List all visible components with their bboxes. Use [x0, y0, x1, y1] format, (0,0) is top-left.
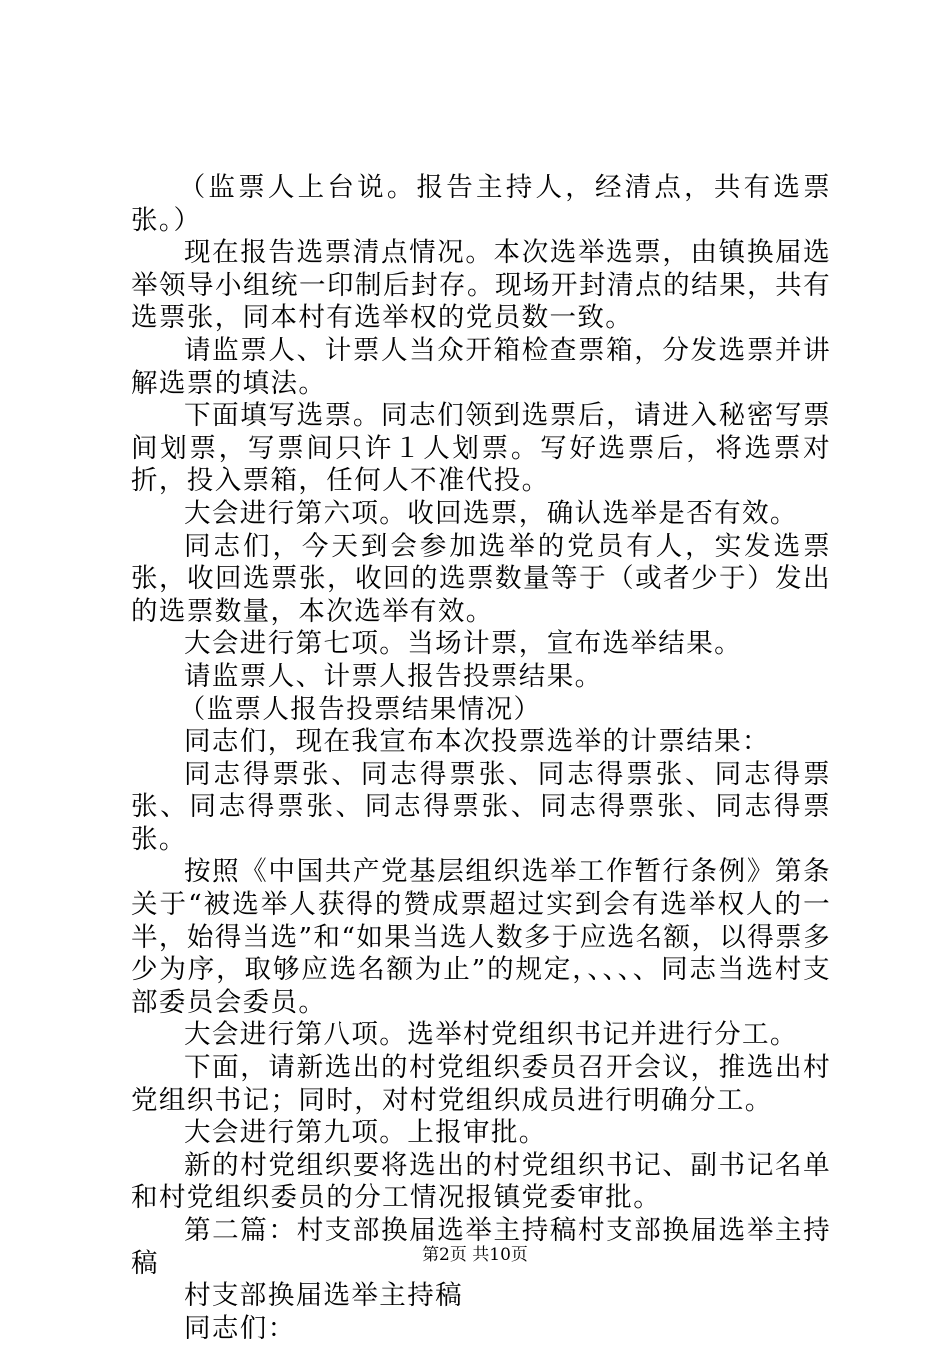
- document-body: [131, 172, 831, 1345]
- section-subtitle: 村支部换届选举主持稿: [184, 1280, 463, 1312]
- paragraph: （监票人报告投票结果情况）: [178, 693, 542, 725]
- paragraph: 按照《中国共产党基层组织选举工作暂行条例》第条关于“被选举人获得的赞成票超过实到会有选举权人的一半，始得当选”和“如果当选人数多于应选名额，以得票多少为序，取够应选名额为止”的规定，、、、、同志当选村支部委员会委员。: [131, 856, 831, 1018]
- section-heading: 第二篇：村支部换届选举主持稿村支部换届选举主持稿: [131, 1215, 831, 1279]
- paragraph: 请监票人、计票人当众开箱检查票箱，分发选票并讲解选票的填法。: [131, 334, 831, 399]
- paragraph: 同志得票张、同志得票张、同志得票张、同志得票张、同志得票张、同志得票张、同志得票张、同志得票张。: [131, 758, 831, 855]
- page-number: 第2页 共10页: [422, 1245, 528, 1265]
- paragraph: 大会进行第八项。选举村党组织书记并进行分工。: [184, 1019, 798, 1051]
- paragraph: 新的村党组织要将选出的村党组织书记、副书记名单和村党组织委员的分工情况报镇党委审批。: [131, 1149, 831, 1214]
- paragraph: 大会进行第七项。当场计票，宣布选举结果。: [184, 628, 742, 660]
- paragraph: 下面填写选票。同志们领到选票后，请进入秘密写票间划票，写票间只许１人划票。写好选票后，将选票对折，投入票箱，任何人不准代投。: [131, 400, 831, 497]
- paragraph: 下面，请新选出的村党组织委员召开会议，推选出村党组织书记；同时，对村党组织成员进行明确分工。: [131, 1052, 831, 1116]
- paragraph: 大会进行第六项。收回选票，确认选举是否有效。: [184, 497, 798, 529]
- paragraph: 同志们，今天到会参加选举的党员有人，实发选票张，收回选票张，收回的选票数量等于（或者少于）发出的选票数量，本次选举有效。: [131, 530, 831, 627]
- salutation: 同志们：: [184, 1312, 296, 1344]
- paragraph: 同志们，现在我宣布本次投票选举的计票结果：: [184, 726, 770, 758]
- paragraph: 大会进行第九项。上报审批。: [184, 1117, 547, 1149]
- paragraph: 现在报告选票清点情况。本次选举选票，由镇换届选举领导小组统一印制后封存。现场开封清点的结果，共有选票张，同本村有选举权的党员数一致。: [131, 237, 831, 334]
- paragraph: （监票人上台说。报告主持人，经清点，共有选票张。）: [131, 172, 831, 236]
- paragraph: 请监票人、计票人报告投票结果。: [184, 660, 603, 692]
